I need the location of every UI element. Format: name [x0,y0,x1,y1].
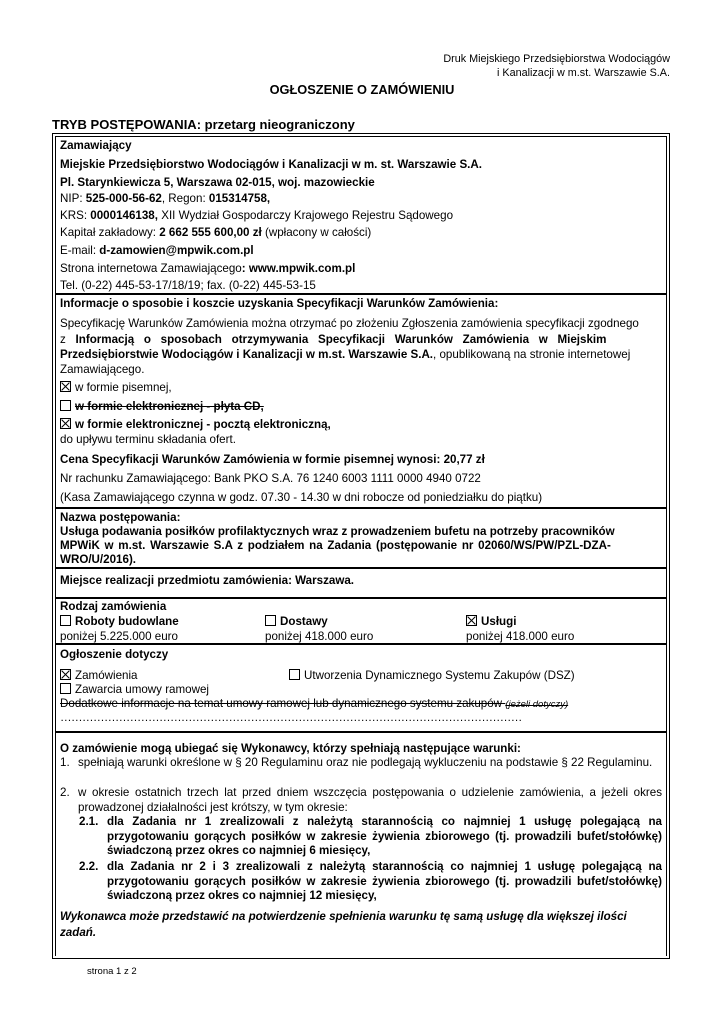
empty-checkbox-icon[interactable] [265,615,276,626]
email-link[interactable]: d-zamowien@mpwik.com.pl [99,244,254,257]
empty-checkbox-icon[interactable] [60,400,71,411]
page-title: OGŁOSZENIE O ZAMÓWIENIU [269,82,455,97]
contracting-heading: Zamawiający [60,139,132,152]
siwz-heading: Informacje o sposobie i koszcie uzyskania Specyfikacji Warunków Zamówienia: [60,297,499,310]
empty-checkbox-icon[interactable] [289,669,300,680]
contracting-phone: Tel. (0-22) 445-53-17/18/19; fax. (0-22) 445-53-15 [60,279,316,292]
siwz-option-email-label: w formie elektronicznej - pocztą elektroniczną, [75,418,331,431]
checked-checkbox-icon[interactable] [60,381,71,392]
siwz-price [60,452,662,467]
condition-2-text: w okresie ostatnich trzech lat przed dniem wszczęcia postępowania o udzielenie zamówienia, a jeżeli okres prowadzonej działalności jest krótszy, w tym okresie: [78,786,662,814]
procedure-line1: Usługa podawania posiłków profilaktycznych wraz z prowadzeniem bufetu na potrzeby pracowników [60,525,615,538]
www-label: Strona internetowa Zamawiającego [60,262,242,275]
krs-label: KRS: [60,209,91,222]
contracting-krs [60,208,662,223]
order-type-services[interactable] [466,614,516,629]
krs-value: 0000146138, [90,209,158,222]
notice-heading: Ogłoszenie dotyczy [60,648,169,661]
condition-1-body: spełniają warunki określone w § 20 Regulaminu oraz nie podlegają wykluczeniu na podstawie § 22 Regulaminu. [78,756,653,769]
contracting-address: Pl. Starynkiewicza 5, Warszawa 02-015, woj. mazowieckie [60,176,375,189]
notice-option-order-label: Zamówienia [75,669,138,682]
contracting-email [60,243,662,258]
page-footer: strona 1 z 2 [87,966,137,977]
contracting-capital [60,225,662,240]
condition-2-2-number: 2.2. [79,860,99,873]
siwz-option-email[interactable] [60,417,662,432]
notice-option-framework[interactable] [60,682,209,697]
siwz-option-cd-label: w formie elektronicznej - płyta CD, [75,400,264,413]
siwz-text-3-rest: , opublikowaną na stronie internetowej [433,348,631,361]
siwz-text-4: Zamawiającego. [60,363,145,376]
siwz-account: Nr rachunku Zamawiającego: Bank PKO S.A. 76 1240 6003 1111 0000 4940 0722 [60,472,481,485]
siwz-option-written[interactable] [60,380,662,395]
siwz-option-cd[interactable] [60,399,662,414]
siwz-text-1: Specyfikację Warunków Zamówienia można otrzymać po złożeniu Zgłoszenia zamówienia specyfikacji zgodnego [60,317,639,330]
capital-note: (wpłacony w całości) [261,226,372,239]
krs-court: XII Wydział Gospodarczy Krajowego Rejestru Sądowego [157,209,454,222]
place-text: Miejsce realizacji przedmiotu zamówienia: Warszawa. [60,574,355,587]
checked-checkbox-icon[interactable] [60,418,71,429]
contracting-www [60,261,662,276]
procedure-heading: Nazwa postępowania: [60,511,181,524]
order-type-services-limit: poniżej 418.000 euro [466,630,575,643]
condition-2-2-text: dla Zadania nr 2 i 3 zrealizowali z należytą starannością co najmniej 1 usługę polegającą na przygotowaniu gorących posiłków w zakresie żywienia zbiorowego (tj. prowadzili bufet/stołówkę) świadczoną przez okres co najmniej 12 miesięcy, [107,860,662,902]
capital-label: Kapitał zakładowy: [60,226,160,239]
conditions-heading: O zamówienie mogą ubiegać się Wykonawcy, którzy spełniają następujące warunki: [60,742,521,755]
order-type-supplies-limit: poniżej 418.000 euro [265,630,374,643]
notice-extra-info-label: Dodatkowe informacje na temat umowy ramowej lub dynamicznego systemu zakupów [60,697,503,710]
regon-label: , Regon: [161,192,209,205]
siwz-text-2-plain: z [60,333,76,346]
order-type-works-limit: poniżej 5.225.000 euro [60,630,178,643]
procedure-line2: MPWiK w m.st. Warszawie S.A z podziałem na Zadania (postępowanie nr 02060/WS/PW/PZL-DZA- [60,539,611,552]
print-header [443,52,670,80]
nip-value: 525-000-56-62 [85,192,162,205]
procedure-mode: TRYB POSTĘPOWANIA: przetarg nieograniczony [52,117,355,132]
siwz-deadline: do upływu terminu składania ofert. [60,433,236,446]
condition-1-text [78,756,662,771]
order-type-services-label: Usługi [481,615,517,628]
siwz-text-2 [60,332,662,347]
siwz-text-2-bold: Informacją o sposobach otrzymywania Specyfikacji Warunków Zamówienia w Miejskim [75,333,607,346]
notice-option-framework-label: Zawarcia umowy ramowej [75,683,210,696]
siwz-cashier: (Kasa Zamawiającego czynna w godz. 07.30 - 14.30 w dni robocze od poniedziałku do piątku) [60,491,543,504]
siwz-option-written-label: w formie pisemnej, [75,381,172,394]
order-type-works-label: Roboty budowlane [75,615,179,628]
nip-label: NIP: [60,192,86,205]
notice-extra-info-note: (jeżeli dotyczy) [505,699,569,710]
order-type-supplies[interactable] [265,614,328,629]
condition-2-1-text: dla Zadania nr 1 zrealizowali z należytą starannością co najmniej 1 usługę polegającą na przygotowaniu gorących posiłków w zakresie żywienia zbiorowego (tj. prowadzili bufet/stołówkę) świadczoną przez okres co najmniej 6 miesięcy, [107,815,662,857]
email-label: E-mail: [60,244,100,257]
siwz-price-value: : 20,77 zł [436,453,485,466]
empty-checkbox-icon[interactable] [60,683,71,694]
notice-option-dsz-label: Utworzenia Dynamicznego Systemu Zakupów (DSZ) [304,669,575,682]
conditions-note: Wykonawca może przedstawić na potwierdzenie spełnienia warunku tę samą usługę dla większej ilości zadań. [60,910,627,939]
siwz-price-label: Cena Specyfikacji Warunków Zamówienia w formie pisemnej wynosi [60,453,437,466]
print-header-line1: Druk Miejskiego Przedsiębiorstwa Wodociągów [443,53,670,65]
siwz-text-3 [60,347,662,362]
procedure-line3: WRO/U/2016). [60,553,137,566]
regon-value: 015314758, [208,192,271,205]
condition-2-number: 2. [60,786,70,799]
order-type-supplies-label: Dostawy [280,615,328,628]
checked-checkbox-icon[interactable] [466,615,477,626]
condition-1-number: 1. [60,756,70,769]
empty-checkbox-icon[interactable] [60,615,71,626]
siwz-text-3-bold: Przedsiębiorstwie Wodociągów i Kanalizacji w m.st. Warszawie S.A. [60,348,434,361]
contracting-ids [60,191,662,206]
www-link[interactable]: : www.mpwik.com.pl [241,262,356,275]
print-header-line2: i Kanalizacji w m.st. Warszawie S.A. [497,67,670,79]
condition-2-1-number: 2.1. [79,815,99,828]
notice-option-dsz[interactable] [289,668,575,683]
order-type-heading: Rodzaj zamówienia [60,600,167,613]
notice-option-order[interactable] [60,668,138,683]
capital-value: 2 662 555 600,00 zł [159,226,262,239]
checked-checkbox-icon[interactable] [60,669,71,680]
order-type-works[interactable] [60,614,179,629]
contracting-name: Miejskie Przedsiębiorstwo Wodociągów i Kanalizacji w m. st. Warszawie S.A. [60,158,482,171]
notice-dots: ……………………………………………………………………………………………………………… [60,711,522,724]
